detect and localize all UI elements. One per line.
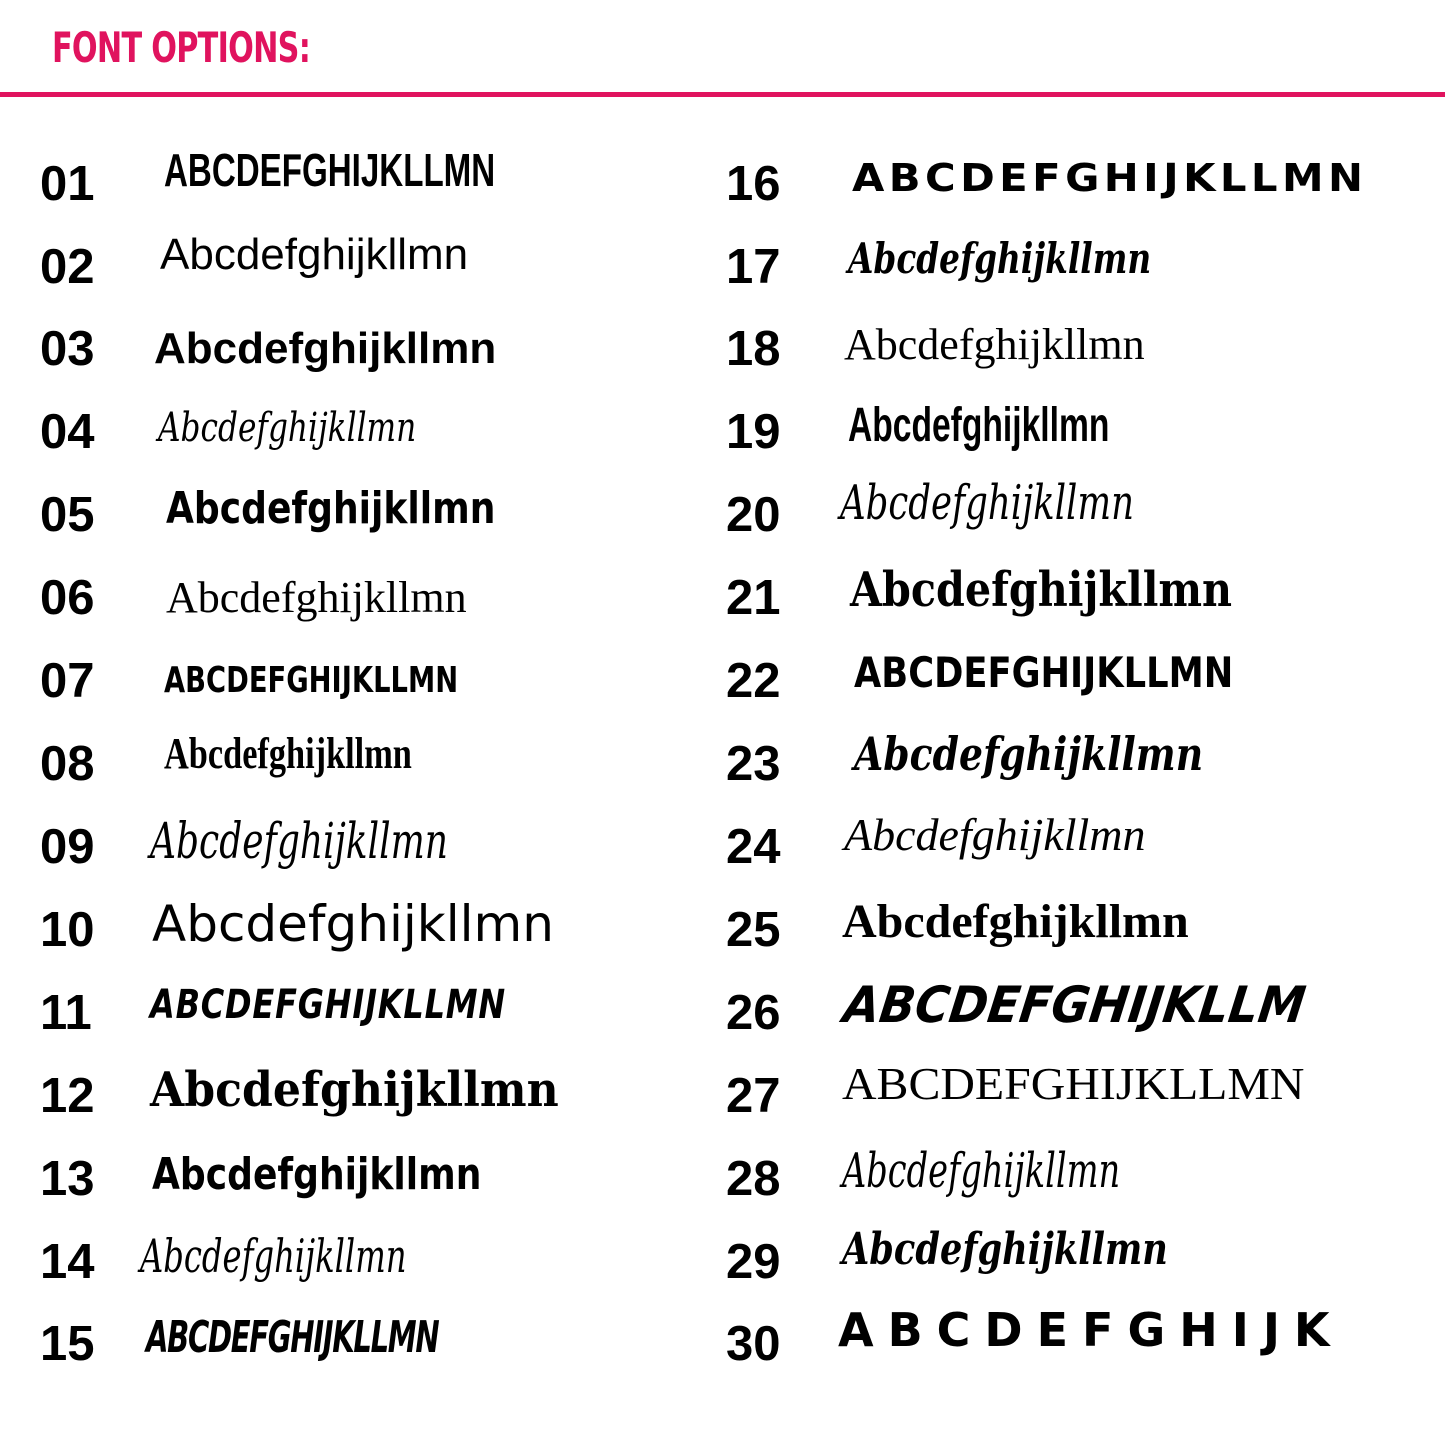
font-number: 17 (726, 240, 781, 294)
font-number: 18 (726, 322, 781, 376)
font-number: 08 (40, 737, 95, 791)
font-sample: Abcdefghijkllmn (166, 483, 496, 534)
font-number: 09 (40, 820, 95, 874)
font-option (726, 889, 1426, 971)
font-option (40, 1055, 690, 1137)
font-option (726, 557, 1426, 639)
font-option (40, 640, 690, 722)
font-option (726, 143, 1426, 225)
font-sample: Abcdefghijkllmn (152, 895, 554, 953)
font-option (40, 889, 690, 971)
font-number: 19 (726, 405, 781, 459)
font-number: 01 (40, 157, 95, 211)
font-sample: Abcdefghijkllmn (844, 809, 1146, 860)
font-option (40, 806, 690, 888)
font-number: 13 (40, 1152, 95, 1206)
font-number: 29 (726, 1235, 781, 1289)
font-number: 25 (726, 903, 781, 957)
font-sample: Abcdefghijkllmn (158, 405, 417, 451)
font-sample: Abcdefghijkllmn (150, 812, 448, 870)
font-option (40, 972, 690, 1054)
font-option (40, 474, 690, 556)
font-sample: ABCDEFGHIJKLLMN (842, 1058, 1305, 1109)
font-number: 28 (726, 1152, 781, 1206)
font-sample: Abcdefghijkllmn (848, 399, 1110, 452)
font-sample: Abcdefghijkllmn (152, 1149, 482, 1200)
font-sample: Abcdefghijkllmn (844, 320, 1145, 369)
font-number: 05 (40, 488, 95, 542)
font-number: 16 (726, 157, 781, 211)
font-sample: ABCDEFGHIJK (838, 1303, 1344, 1357)
page-title: FONT OPTIONS: (52, 23, 311, 72)
font-option (40, 1303, 690, 1385)
font-number: 30 (726, 1317, 781, 1371)
font-sample: ABCDEFGHIJKLLM (840, 976, 1309, 1034)
font-number: 26 (726, 986, 781, 1040)
font-option (726, 1138, 1426, 1220)
font-sample: Abcdefghijkllmn (848, 234, 1152, 283)
font-number: 04 (40, 405, 95, 459)
font-number: 27 (726, 1069, 781, 1123)
font-option (40, 143, 690, 225)
font-number: 07 (40, 654, 95, 708)
font-option (40, 557, 690, 639)
font-sample: ABCDEFGHIJKLLMN (146, 1312, 439, 1363)
font-sample: Abcdefghijkllmn (850, 562, 1233, 618)
font-option (726, 308, 1426, 390)
font-number: 20 (726, 488, 781, 542)
font-number: 02 (40, 240, 95, 294)
font-number: 15 (40, 1317, 95, 1371)
font-option (726, 1055, 1426, 1137)
font-option (726, 806, 1426, 888)
font-sample: Abcdefghijkllmn (164, 729, 412, 778)
font-option (726, 391, 1426, 473)
font-sample: ABCDEFGHIJKLLMN (854, 648, 1234, 697)
font-option (726, 640, 1426, 722)
font-number: 22 (726, 654, 781, 708)
font-option (40, 1138, 690, 1220)
font-sample: Abcdefghijkllmn (150, 1062, 559, 1118)
font-sample: Abcdefghijkllmn (160, 230, 469, 279)
font-number: 24 (726, 820, 781, 874)
font-sample: Abcdefghijkllmn (166, 573, 467, 622)
font-number: 10 (40, 903, 95, 957)
font-option (40, 723, 690, 805)
font-sample: ABCDEFGHIJKLLMN (150, 982, 506, 1028)
font-option (726, 972, 1426, 1054)
font-number: 21 (726, 571, 781, 625)
font-sample: Abcdefghijkllmn (842, 1143, 1121, 1199)
font-sample: Abcdefghijkllmn (154, 324, 497, 373)
font-number: 14 (40, 1235, 95, 1289)
font-option (40, 391, 690, 473)
font-number: 11 (40, 986, 92, 1040)
font-number: 23 (726, 737, 781, 791)
font-option (726, 474, 1426, 556)
font-sample: ABCDEFGHIJKLLMN (164, 144, 496, 196)
font-sample: ABCDEFGHIJKLLMN (164, 660, 459, 701)
font-sample: Abcdefghijkllmn (842, 895, 1189, 948)
font-option (726, 226, 1426, 308)
font-option (40, 226, 690, 308)
font-sample: Abcdefghijkllmn (140, 1229, 407, 1283)
font-option (40, 1221, 690, 1303)
font-sample: Abcdefghijkllmn (840, 475, 1134, 531)
font-option (40, 308, 690, 390)
font-option (726, 1303, 1426, 1385)
font-option (726, 723, 1426, 805)
font-number: 06 (40, 571, 95, 625)
font-sample: ABCDEFGHIJKLLMN (852, 156, 1368, 200)
font-number: 03 (40, 322, 95, 376)
font-sample: Abcdefghijkllmn (854, 727, 1204, 781)
font-sample: Abcdefghijkllmn (842, 1224, 1168, 1275)
font-number: 12 (40, 1069, 95, 1123)
